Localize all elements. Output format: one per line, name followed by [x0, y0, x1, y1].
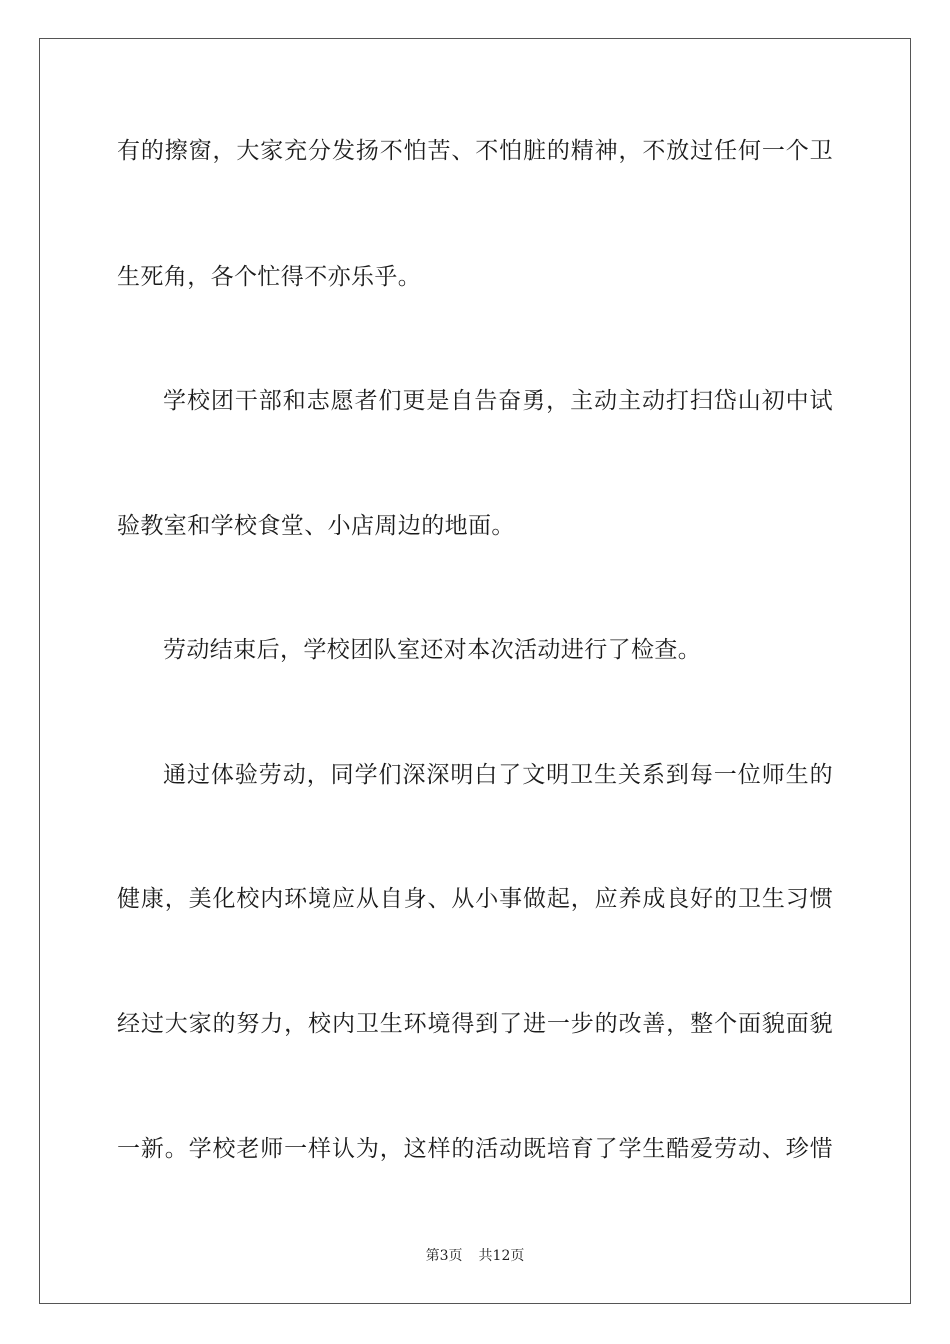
paragraph-line: 一新。学校老师一样认为，这样的活动既培育了学生酷爱劳动、珍惜: [117, 1136, 833, 1162]
paragraph-line: 生死角，各个忙得不亦乐乎。: [117, 264, 422, 290]
paragraph-line: 健康，美化校内环境应从自身、从小事做起，应养成良好的卫生习惯: [117, 886, 833, 912]
paragraph-line: 劳动结束后，学校团队室还对本次活动进行了检查。: [163, 637, 702, 663]
paragraph-line: 通过体验劳动，同学们深深明白了文明卫生关系到每一位师生的: [163, 762, 833, 788]
page-number: 第3页: [425, 1248, 463, 1264]
total-pages: 共12页: [478, 1248, 525, 1264]
paragraph-line: 有的擦窗，大家充分发扬不怕苦、不怕脏的精神，不放过任何一个卫: [117, 138, 833, 164]
paragraph-line: 经过大家的努力，校内卫生环境得到了进一步的改善，整个面貌面貌: [117, 1011, 833, 1037]
page-footer: [0, 1247, 950, 1265]
paragraph-line: 验教室和学校食堂、小店周边的地面。: [117, 513, 515, 539]
paragraph-line: 学校团干部和志愿者们更是自告奋勇，主动主动打扫岱山初中试: [163, 388, 833, 414]
page-border: [39, 38, 911, 1304]
